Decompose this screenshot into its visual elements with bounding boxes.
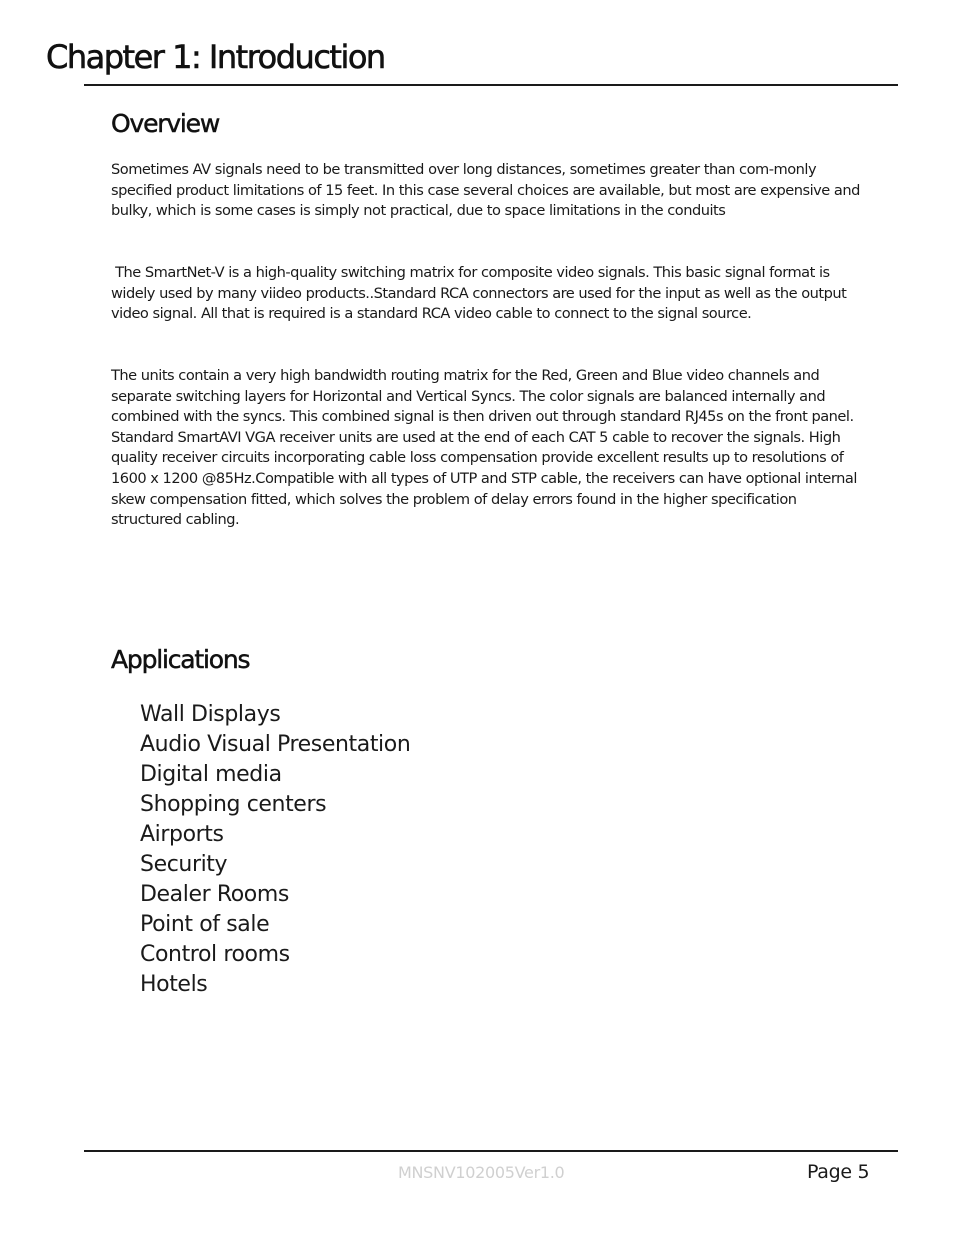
application-item: Digital media: [140, 762, 282, 787]
application-item: Audio Visual Presentation: [140, 732, 411, 757]
footer-rule: [84, 1150, 898, 1152]
application-item: Control rooms: [140, 942, 290, 967]
application-item: Dealer Rooms: [140, 882, 289, 907]
header-rule: [84, 84, 898, 86]
application-item: Point of sale: [140, 912, 270, 937]
overview-paragraph: The units contain a very high bandwidth routing matrix for the Red, Green and Blue video channels and separate switching layers for Horizontal and Vertical Syncs. The color signals are balanced internally and combined with the syncs. This combined signal is then driven out through standard RJ45s on the front panel. Standard SmartAVI VGA receiver units are used at the end of each CAT 5 cable to recover the signals. High quality receiver circuits incorporating cable loss compensation provide excellent results up to resolutions of 1600 x 1200 @85Hz.Compatible with all types of UTP and STP cable, the receivers can have optional internal skew compensation fitted, which solves the problem of delay errors found in the higher specification structured cabling.: [111, 367, 857, 529]
application-item: Shopping centers: [140, 792, 327, 817]
applications-list: [140, 700, 410, 1000]
page-number: Page 5: [807, 1161, 870, 1183]
overview-heading: Overview: [111, 109, 220, 138]
document-id: MNSNV102005Ver1.0: [398, 1163, 565, 1182]
applications-heading: Applications: [111, 645, 250, 674]
application-item: Airports: [140, 822, 224, 847]
overview-paragraph: Sometimes AV signals need to be transmitted over long distances, sometimes greater than com-monly specified product limitations of 15 feet. In this case several choices are available, but most are expensive and bulky, which is some cases is simply not practical, due to space limitations in the conduits: [111, 161, 860, 220]
chapter-title: Chapter 1: Introduction: [46, 38, 385, 76]
application-item: Security: [140, 852, 228, 877]
overview-paragraph: The SmartNet-V is a high-quality switching matrix for composite video signals. This basic signal format is widely used by many viideo products..Standard RCA connectors are used for the input as well as the output video signal. All that is required is a standard RCA video cable to connect to the signal source.: [111, 264, 851, 323]
application-item: Wall Displays: [140, 702, 281, 727]
application-item: Hotels: [140, 972, 208, 997]
